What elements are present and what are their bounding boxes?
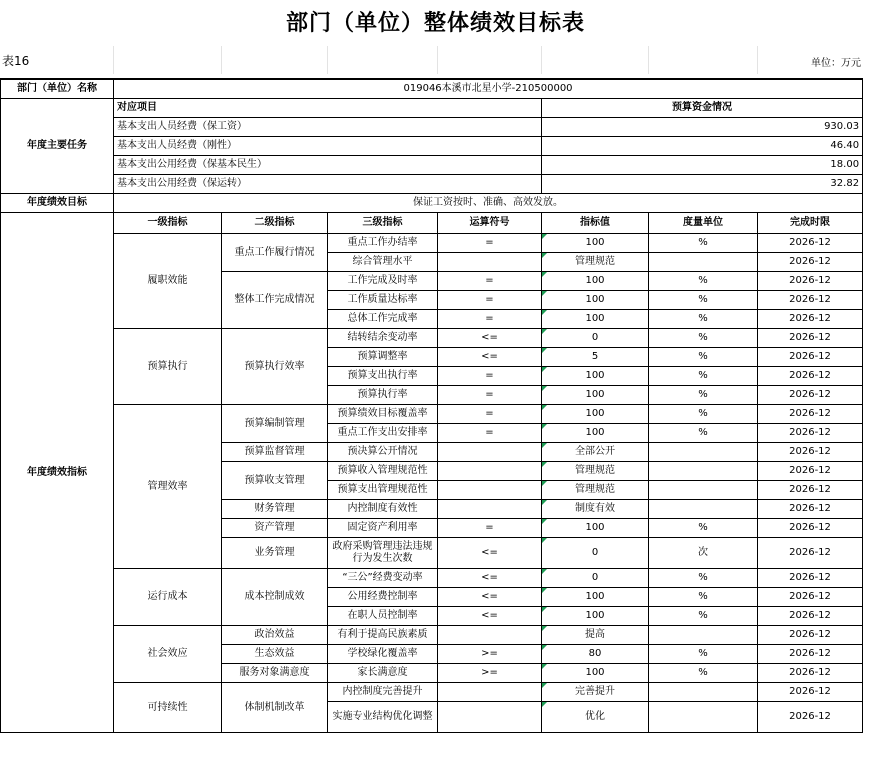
task-name: 基本支出公用经费（保运转） <box>114 175 542 194</box>
indicator-deadline: 2026-12 <box>758 348 863 367</box>
indicator-label: 年度绩效指标 <box>1 213 114 733</box>
indicator-deadline: 2026-12 <box>758 645 863 664</box>
indicator-l3: 预算绩效目标覆盖率 <box>328 405 438 424</box>
indicator-l3: 内控制度有效性 <box>328 500 438 519</box>
indicator-value: 0 <box>542 329 649 348</box>
indicator-operator: = <box>438 272 542 291</box>
indicator-operator: = <box>438 424 542 443</box>
tasks-label: 年度主要任务 <box>1 99 114 194</box>
indicator-l2: 预算监督管理 <box>222 443 328 462</box>
indicator-deadline: 2026-12 <box>758 702 863 733</box>
indicator-operator: <= <box>438 569 542 588</box>
indicator-value: 管理规范 <box>542 253 649 272</box>
indicator-l2: 预算编制管理 <box>222 405 328 443</box>
goal-text: 保证工资按时、准确、高效发放。 <box>114 194 863 213</box>
indicator-unit: % <box>649 519 758 538</box>
indicator-value: 0 <box>542 569 649 588</box>
indicator-deadline: 2026-12 <box>758 481 863 500</box>
header-l1: 一级指标 <box>114 213 222 234</box>
indicator-value: 100 <box>542 664 649 683</box>
indicator-unit: % <box>649 367 758 386</box>
performance-table <box>0 78 863 733</box>
indicator-operator: >= <box>438 645 542 664</box>
indicator-value: 100 <box>542 424 649 443</box>
indicator-deadline: 2026-12 <box>758 234 863 253</box>
indicator-deadline: 2026-12 <box>758 405 863 424</box>
indicator-deadline: 2026-12 <box>758 253 863 272</box>
indicator-unit <box>649 443 758 462</box>
indicator-unit <box>649 626 758 645</box>
indicator-l3: 公用经费控制率 <box>328 588 438 607</box>
indicator-l2: 财务管理 <box>222 500 328 519</box>
indicator-l3: 固定资产利用率 <box>328 519 438 538</box>
indicator-operator: = <box>438 291 542 310</box>
header-deadline: 完成时限 <box>758 213 863 234</box>
indicator-deadline: 2026-12 <box>758 664 863 683</box>
indicator-unit <box>649 481 758 500</box>
indicator-l1: 社会效应 <box>114 626 222 683</box>
indicator-l2: 重点工作履行情况 <box>222 234 328 272</box>
indicator-deadline: 2026-12 <box>758 626 863 645</box>
task-amount: 930.03 <box>542 118 863 137</box>
indicator-deadline: 2026-12 <box>758 386 863 405</box>
indicator-l3: 学校绿化覆盖率 <box>328 645 438 664</box>
indicator-value: 80 <box>542 645 649 664</box>
indicator-deadline: 2026-12 <box>758 569 863 588</box>
indicator-unit <box>649 500 758 519</box>
indicator-unit: % <box>649 424 758 443</box>
indicator-operator: = <box>438 367 542 386</box>
task-name: 基本支出人员经费（刚性） <box>114 137 542 156</box>
indicator-unit: % <box>649 405 758 424</box>
indicator-l2: 体制机制改革 <box>222 683 328 733</box>
indicator-l3: 家长满意度 <box>328 664 438 683</box>
indicator-operator: = <box>438 405 542 424</box>
indicator-value: 5 <box>542 348 649 367</box>
indicator-l1: 可持续性 <box>114 683 222 733</box>
indicator-deadline: 2026-12 <box>758 607 863 626</box>
goal-label: 年度绩效目标 <box>1 194 114 213</box>
indicator-value: 全部公开 <box>542 443 649 462</box>
indicator-l3: 预算支出执行率 <box>328 367 438 386</box>
indicator-l3: 工作质量达标率 <box>328 291 438 310</box>
task-amount: 32.82 <box>542 175 863 194</box>
indicator-l3: 预决算公开情况 <box>328 443 438 462</box>
indicator-value: 100 <box>542 607 649 626</box>
unit-label: 单位：万元 <box>811 58 861 69</box>
indicator-value: 100 <box>542 234 649 253</box>
indicator-l2: 成本控制成效 <box>222 569 328 626</box>
indicator-l2: 资产管理 <box>222 519 328 538</box>
indicator-deadline: 2026-12 <box>758 291 863 310</box>
indicator-deadline: 2026-12 <box>758 683 863 702</box>
indicator-value: 提高 <box>542 626 649 645</box>
indicator-operator: >= <box>438 664 542 683</box>
indicator-deadline: 2026-12 <box>758 500 863 519</box>
sub-header <box>0 46 871 74</box>
indicator-l1: 预算执行 <box>114 329 222 405</box>
indicator-value: 100 <box>542 310 649 329</box>
page-title: 部门（单位）整体绩效目标表 <box>285 10 585 36</box>
indicator-value: 100 <box>542 367 649 386</box>
indicator-l2: 业务管理 <box>222 538 328 569</box>
indicator-l3: 在职人员控制率 <box>328 607 438 626</box>
indicator-value: 优化 <box>542 702 649 733</box>
task-amount: 46.40 <box>542 137 863 156</box>
indicator-value: 0 <box>542 538 649 569</box>
indicator-unit: % <box>649 348 758 367</box>
indicator-operator: = <box>438 386 542 405</box>
indicator-operator <box>438 481 542 500</box>
table-row <box>1 405 863 424</box>
indicator-unit: % <box>649 329 758 348</box>
indicator-value: 100 <box>542 291 649 310</box>
indicator-l2: 整体工作完成情况 <box>222 272 328 329</box>
tasks-col-budget: 预算资金情况 <box>542 99 863 118</box>
indicator-value: 100 <box>542 405 649 424</box>
indicator-l3: 预算收入管理规范性 <box>328 462 438 481</box>
indicator-unit: % <box>649 272 758 291</box>
indicator-deadline: 2026-12 <box>758 443 863 462</box>
header-l3: 三级指标 <box>328 213 438 234</box>
indicator-l3: 预算执行率 <box>328 386 438 405</box>
indicator-unit <box>649 253 758 272</box>
indicator-operator: <= <box>438 588 542 607</box>
header-value: 指标值 <box>542 213 649 234</box>
indicator-value: 完善提升 <box>542 683 649 702</box>
indicator-unit: 次 <box>649 538 758 569</box>
header-operator: 运算符号 <box>438 213 542 234</box>
indicator-unit <box>649 683 758 702</box>
header-l2: 二级指标 <box>222 213 328 234</box>
indicator-operator <box>438 253 542 272</box>
indicator-unit: % <box>649 234 758 253</box>
indicator-l3: 政府采购管理违法违规行为发生次数 <box>328 538 438 569</box>
table-row <box>1 626 863 645</box>
indicator-l1: 管理效率 <box>114 405 222 569</box>
indicator-deadline: 2026-12 <box>758 462 863 481</box>
dept-value: 019046本溪市北星小学-210500000 <box>114 79 863 99</box>
table-row <box>1 683 863 702</box>
indicator-deadline: 2026-12 <box>758 519 863 538</box>
table-row <box>1 329 863 348</box>
table-row <box>1 569 863 588</box>
indicator-unit <box>649 702 758 733</box>
indicator-l3: 重点工作支出安排率 <box>328 424 438 443</box>
indicator-deadline: 2026-12 <box>758 272 863 291</box>
indicator-value: 100 <box>542 588 649 607</box>
table-number: 表16 <box>2 54 30 68</box>
indicator-l2: 政治效益 <box>222 626 328 645</box>
indicator-unit: % <box>649 588 758 607</box>
dept-label: 部门（单位）名称 <box>1 79 114 99</box>
indicator-operator: <= <box>438 329 542 348</box>
indicator-unit: % <box>649 386 758 405</box>
header-unit: 度量单位 <box>649 213 758 234</box>
indicator-unit: % <box>649 664 758 683</box>
indicator-value: 100 <box>542 519 649 538</box>
indicator-l3: 综合管理水平 <box>328 253 438 272</box>
indicator-operator <box>438 626 542 645</box>
indicator-operator <box>438 462 542 481</box>
indicator-l1: 运行成本 <box>114 569 222 626</box>
indicator-value: 100 <box>542 272 649 291</box>
indicator-unit: % <box>649 569 758 588</box>
indicator-l3: 重点工作办结率 <box>328 234 438 253</box>
indicator-unit: % <box>649 645 758 664</box>
indicator-unit: % <box>649 291 758 310</box>
task-name: 基本支出人员经费（保工资） <box>114 118 542 137</box>
indicator-deadline: 2026-12 <box>758 367 863 386</box>
tasks-col-project: 对应项目 <box>114 99 542 118</box>
indicator-unit <box>649 462 758 481</box>
indicator-l3: 预算支出管理规范性 <box>328 481 438 500</box>
indicator-l2: 预算收支管理 <box>222 462 328 500</box>
indicator-deadline: 2026-12 <box>758 588 863 607</box>
indicator-l3: “三公”经费变动率 <box>328 569 438 588</box>
indicator-l2: 生态效益 <box>222 645 328 664</box>
indicator-operator: = <box>438 310 542 329</box>
indicator-l1: 履职效能 <box>114 234 222 329</box>
indicator-operator: <= <box>438 607 542 626</box>
indicator-deadline: 2026-12 <box>758 310 863 329</box>
indicator-l3: 内控制度完善提升 <box>328 683 438 702</box>
indicator-l3: 实施专业结构优化调整 <box>328 702 438 733</box>
indicator-operator: <= <box>438 348 542 367</box>
indicator-l2: 预算执行效率 <box>222 329 328 405</box>
task-name: 基本支出公用经费（保基本民生） <box>114 156 542 175</box>
indicator-value: 制度有效 <box>542 500 649 519</box>
indicator-l2: 服务对象满意度 <box>222 664 328 683</box>
indicator-operator: = <box>438 234 542 253</box>
indicator-deadline: 2026-12 <box>758 538 863 569</box>
indicator-operator: <= <box>438 538 542 569</box>
indicator-operator <box>438 500 542 519</box>
indicator-deadline: 2026-12 <box>758 424 863 443</box>
indicator-operator: = <box>438 519 542 538</box>
indicator-operator <box>438 702 542 733</box>
task-amount: 18.00 <box>542 156 863 175</box>
indicator-unit: % <box>649 607 758 626</box>
indicator-unit: % <box>649 310 758 329</box>
indicator-operator <box>438 683 542 702</box>
table-row <box>1 234 863 253</box>
indicator-operator <box>438 443 542 462</box>
indicator-deadline: 2026-12 <box>758 329 863 348</box>
indicator-l3: 预算调整率 <box>328 348 438 367</box>
indicator-l3: 总体工作完成率 <box>328 310 438 329</box>
indicator-l3: 结转结余变动率 <box>328 329 438 348</box>
indicator-l3: 有利于提高民族素质 <box>328 626 438 645</box>
indicator-l3: 工作完成及时率 <box>328 272 438 291</box>
indicator-value: 管理规范 <box>542 481 649 500</box>
indicator-value: 管理规范 <box>542 462 649 481</box>
indicator-value: 100 <box>542 386 649 405</box>
